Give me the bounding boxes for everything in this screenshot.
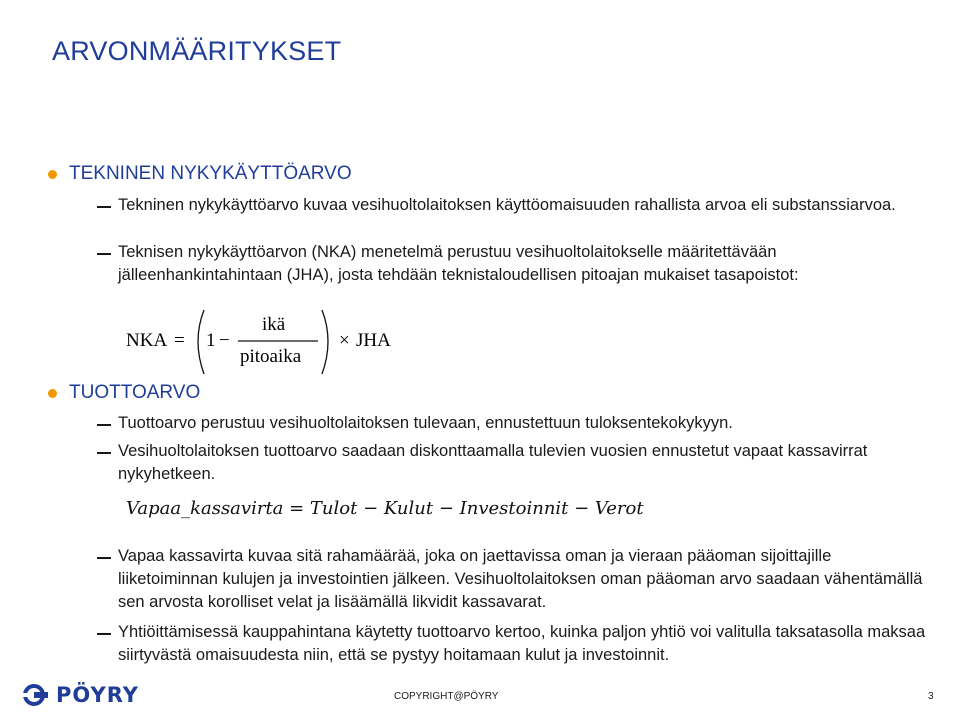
logo-text: PÖYRY — [56, 683, 139, 707]
list-item: Teknisen nykykäyttöarvon (NKA) menetelmä perustuu vesihuoltolaitokselle määritettävään jälleenhankintahintaan (JHA), josta tehdään teknistaloudellisen pitoajan mukaiset tasapoistot: — [118, 243, 799, 284]
list-item: Tekninen nykykäyttöarvo kuvaa vesihuoltolaitoksen käyttöomaisuuden rahallista arvoa eli substanssiarvoa. — [118, 196, 896, 214]
list-item: Tuottoarvo perustuu vesihuoltolaitoksen tulevaan, ennustettuun tuloksentekokykyyn. — [118, 414, 733, 432]
formula-rhs: JHA — [356, 330, 391, 351]
list-item: Vapaa kassavirta kuvaa sitä rahamäärää, joka on jaettavissa oman ja vieraan pääoman sijoittajille liiketoiminnan kulujen ja investointien jälkeen. Vesihuoltolaitoksen oman pääoman arvo saadaan vähentämällä sen arvosta korolliset velat ja lisäämällä likvidit kassavarat. — [118, 547, 923, 611]
copyright-text: COPYRIGHT@PÖYRY — [394, 691, 499, 702]
right-paren-icon — [322, 310, 328, 374]
cashflow-formula: Vapaa_kassavirta = Tulot − Kulut − Investoinnit − Verot — [126, 498, 644, 519]
formula-equals: = — [174, 330, 185, 351]
formula-times: × — [339, 330, 350, 351]
section-heading-label: TUOTTOARVO — [69, 382, 201, 403]
formula-nka-lhs: NKA — [126, 330, 168, 351]
list-item: Vesihuoltolaitoksen tuottoarvo saadaan diskonttaamalla tulevien vuosien ennustetut vapaat kassavirrat nykyhetkeen. — [118, 442, 868, 483]
slide-title: ARVONMÄÄRITYKSET — [52, 36, 342, 66]
dash-icon — [97, 253, 111, 255]
dash-icon — [97, 424, 111, 426]
formula-numerator: ikä — [262, 314, 286, 335]
formula-one: 1 — [206, 330, 216, 351]
nka-formula — [120, 304, 420, 380]
formula-denominator: pitoaika — [240, 346, 302, 367]
section-heading-label: TEKNINEN NYKYKÄYTTÖARVO — [69, 163, 352, 184]
dash-icon — [97, 206, 111, 208]
section-heading-tuottoarvo — [48, 382, 200, 404]
bullet-dot-icon — [48, 170, 57, 179]
left-paren-icon — [198, 310, 204, 374]
section-heading-tekninen — [48, 163, 352, 185]
nka-formula-graphic — [120, 304, 420, 380]
page-number: 3 — [928, 691, 934, 702]
poyry-logo — [20, 683, 139, 707]
list-item: Yhtiöittämisessä kauppahintana käytetty tuottoarvo kertoo, kuinka paljon yhtiö voi valitulla taksatasolla maksaa siirtyvästä omaisuudesta niin, että se pystyy hoitamaan kulut ja investoinnit. — [118, 623, 926, 664]
dash-icon — [97, 452, 111, 454]
dash-icon — [97, 557, 111, 559]
dash-icon — [97, 633, 111, 635]
formula-minus: − — [219, 330, 230, 351]
poyry-logo-icon — [20, 683, 50, 707]
bullet-dot-icon — [48, 389, 57, 398]
